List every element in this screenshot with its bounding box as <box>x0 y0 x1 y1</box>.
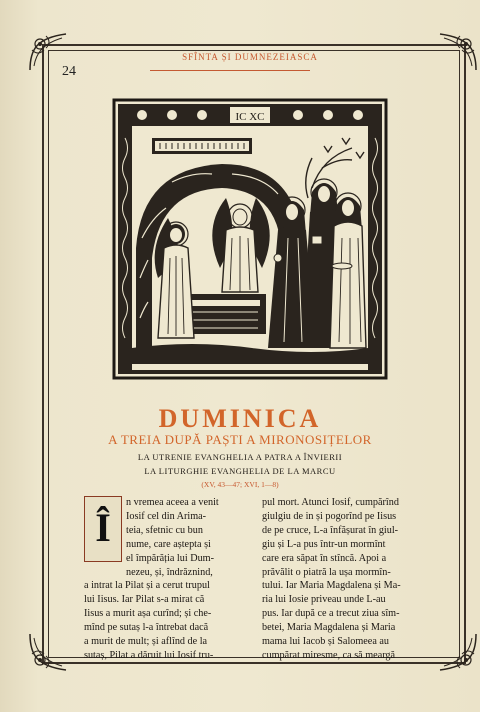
text-line: Iisus a murit așa curînd; și che- <box>84 608 212 620</box>
text-line: tului. Iar Maria Magdalena și Ma- <box>262 580 401 592</box>
svg-text:IC XC: IC XC <box>235 111 265 123</box>
text-line: nume, care aștepta și <box>126 538 211 550</box>
ornament-corner-icon <box>26 630 70 674</box>
text-line: de pe cruce, L-a înfășurat în giul- <box>262 524 399 536</box>
text-column-left <box>84 496 258 663</box>
text-line: el împărăția lui Dum- <box>126 552 214 564</box>
text-line: a intrat la Pilat și a cerut trupul <box>84 580 210 592</box>
text-line: a murit de mult; și aflînd de la <box>84 636 208 648</box>
text-line: pul mort. Atunci Iosif, cumpărînd <box>262 497 399 508</box>
text-line: Iosif cel din Arima- <box>126 510 207 522</box>
header-rule <box>150 70 310 71</box>
text-line: lui Iisus. Iar Pilat s-a mirat că <box>84 594 205 606</box>
text-line: giulgiu de in și pogorînd pe Iisus <box>262 510 397 522</box>
text-line: cumpărat miresme, ca să meargă <box>262 649 396 661</box>
text-line: sutaș, Pilat a dăruit lui Iosif tru- <box>84 649 214 661</box>
text-line: mama lui Iacob și Salomeea au <box>262 636 390 648</box>
running-title: SFÎNTA ȘI DUMNEZEIASCA <box>182 52 318 62</box>
text-column-right <box>262 496 404 663</box>
liturgy-gospel-line: LA LITURGHIE EVANGHELIA DE LA MARCU <box>144 466 336 476</box>
text-line: mînd pe sutaș l-a întrebat dacă <box>84 622 209 634</box>
page-number: 24 <box>62 64 76 79</box>
page-title: DUMINICA <box>158 404 322 433</box>
ornament-corner-icon <box>436 30 480 74</box>
text-line: prăvălit o piatră la ușa mormîn- <box>262 566 391 578</box>
text-line: pus. Iar după ce a trecut ziua sîm- <box>262 608 400 620</box>
text-line: nezeu, și, îndrăznind, <box>126 566 213 578</box>
text-line: care era săpat în stîncă. Apoi a <box>262 552 387 564</box>
page-subtitle: A TREIA DUPĂ PAȘTI A MIRONOSIȚELOR <box>108 432 372 447</box>
matins-gospel-line: LA UTRENIE EVANGHELIA A PATRA A ÎNVIERII <box>137 452 343 462</box>
text-line: ria lui Iosie priveau unde L-au <box>262 594 386 606</box>
text-line: giu și L-a pus într-un mormînt <box>262 538 386 550</box>
scripture-reference: (XV, 43—47; XVI, 1—8) <box>201 480 279 489</box>
text-line: n vremea aceea a venit <box>126 497 219 508</box>
text-line: teia, sfetnic cu bun <box>126 524 203 536</box>
myrrh-bearers-tomb-icon <box>112 98 388 380</box>
text-line: betei, Maria Magdalena și Maria <box>262 622 396 634</box>
drop-cap-letter: Î <box>95 505 111 550</box>
ornament-corner-icon <box>436 630 480 674</box>
